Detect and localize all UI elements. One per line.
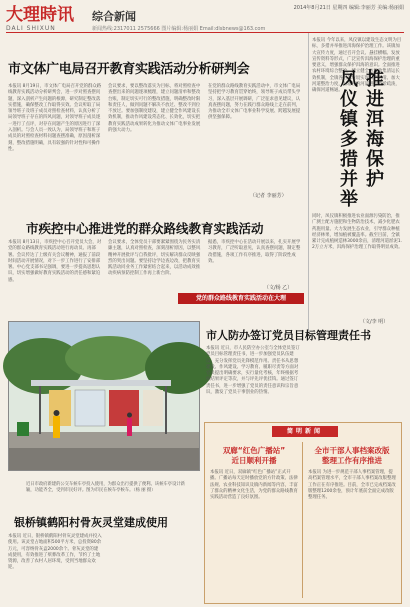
article1-headline: 市文体广电局召开教育实践活动分析研判会 <box>8 62 250 77</box>
article3-headline-part2: 推 进 洱 海 保 护 <box>366 69 384 190</box>
article2-column-3: 据悉，市疾控中心在活动开展以来，扎实开展学习教育，广泛听取意见，认真查摆问题，制定整改措施，各项工作有序推进，取得了阶段性成效。 <box>208 240 301 264</box>
brief-item2-headline: 全市干部人事档案改版 整理工作有序推进 <box>314 446 390 465</box>
logo-subtitle: DALI SHIXUN <box>6 25 56 32</box>
column-divider <box>308 33 309 331</box>
photo-illustration <box>9 322 199 470</box>
brief-item2-body: 本报讯 为进一步规范干部人事档案管理，提高档案管理水平，全市干部人事档案改版整理工作正在有序推进。目前，全市已完成档案改版整理1200余卷，预计年底前全面完成改版整理任务。 <box>308 470 396 501</box>
issue-date: 2014年8月21日 星期四 编辑:李丽芳 美编:杨丽娟 <box>293 5 404 11</box>
article3-headline-part1: 凤 仪 镇 多 措 并 举 <box>340 69 358 210</box>
article1-byline: （记者 李丽芳） <box>250 193 287 199</box>
article2-column-1: 本报讯 8月13日，市疾控中心召开党员大会，对党的群众路线教育实践活动进行再动员、再部署。会议传达了上级有关会议精神，通报了前段时间活动开展情况，对下一步工作进行了安排部署。中心党支部书记强调，要进一步提高思想认识，切实增强做好教育实践活动的责任感和紧迫感。 <box>8 240 102 283</box>
article5-column-1: 本报讯 近日，银桥镇鹤阳村骨灰灵堂建成并投入使用。该灵堂占地面积500平方米，总投资80余万元，可容纳骨灰盒2000余个。骨灰灵堂的建成使用，有效推进了殡葬改革工作，节约了土地资源，改善了农村人居环境，受到当地群众欢迎。 <box>8 534 102 571</box>
article2-byline: （文/杨 乙） <box>264 285 293 291</box>
photo-caption: 近日市政府新建的公交车候车亭投入使用，为群众出行提供了便利。该候车亭设计新颖，功能齐全，受到市民好评。图为市民在候车亭候车。（杨 丽 摄） <box>26 482 185 493</box>
article4-headline: 市人防办签订党员目标管理责任书 <box>206 329 371 342</box>
article3-side-text <box>312 72 334 222</box>
article1-column-1: 本报讯 8月19日，市文体广电局召开党的群众路线教育实践活动分析研判会，进一步对照查摆问题，深入剖析产生问题的根源，研究制定整改落实措施，确保整改工作取得实效。会议听取了局领导班子及班子成员对照检查材料，认真分析了局领导班子存在的四风问题，对领导班子成员逐一进行了点评，对存在问题产生的原因进行了深入剖析。与会人员一致认为，局领导班子和班子成员的对照检查材料问题查摆准确，原因剖析深刻，整改措施明确，具有较强的针对性和可操作性。 <box>8 84 102 152</box>
column-banner: 党的群众路线教育实践活动在大理 <box>178 293 304 304</box>
brief-news-divider <box>302 442 303 598</box>
contact-line: 新闻热线:2317011 2575666 图片编辑:杨丽娟 Email:dlsbnews@163.com <box>92 26 266 32</box>
article5-headline: 银桥镇鹤阳村骨灰灵堂建成使用 <box>14 516 168 529</box>
article5-column-2 <box>106 534 200 604</box>
newspaper-logo: 大理時讯 <box>6 5 74 25</box>
bus-shelter-photo <box>8 321 200 471</box>
section-title: 综合新闻 <box>92 10 136 23</box>
article2-headline: 市疾控中心推进党的群众路线教育实践活动 <box>26 221 264 236</box>
brief-item1-body: 本报讯 近日，双廊镇“红色广播站”正式开播。广播站每天定时播放党的方针政策、法律法规、农业科技知识及镇内新闻等内容，丰富了群众的精神文化生活，为党的群众路线教育实践活动营造了良好氛围。 <box>210 470 298 501</box>
article2-column-2: 会议要求，全体党员干部要紧紧围绕为民务实清廉主题，认真对照检查，深刻剖析原因，以整风精神开展批评与自我批评，切实解决群众反映强烈的突出问题。要坚持边学边查边改，把教育实践活动同业务工作紧密结合起来，以活动成效推动疾病预防控制工作再上新台阶。 <box>108 240 201 277</box>
brief-item1-headline: 双廊“红色广播站” 近日顺利开播 <box>222 446 286 465</box>
article4-column-2 <box>304 346 402 416</box>
article3-body: 同时，凤仪镇积极推进农业面源污染防治，推广测土配方施肥和生物防治技术，减少化肥农药施用量。大力发展生态农业，引导群众种植经济林果，增加植被覆盖率。截至目前，全镇累计完成植树造林3000余亩，清理河道淤泥1.2万立方米，洱海保护治理工作取得明显成效。 <box>312 214 403 251</box>
article4-column-1: 本报讯 近日，市人民防空办公室与全体党员签订党员目标管理责任书，进一步加强党员队伍建设，充分发挥党员先锋模范作用。责任书从思想建设、作风建设、学习教育、履职尽责等方面对党员提出明确要求，实行量化考核，年终根据考核结果评定等次，并与评先评优挂钩。通过签订责任书，进一步增强了党员的责任意识和宗旨意识，激发了党员干事创业的热情。 <box>206 346 300 396</box>
article3-lead: 本报讯 今年以来，凤仪镇以建设生态文明为目标，多措并举推进洱海保护治理工作。该镇加大宣传力度，通过召开会议、悬挂横幅、发放宣传资料等形式，广泛宣传洱海保护治理的重要意义，增强群众保护洱海的意识。全面推进农村环境综合整治，建立健全垃圾收集清运长效机制，全镇各村落垃圾实现日产日清。加大河道整治力度，对辖区内河道进行清淤疏浚，确保河道畅通。 <box>312 38 402 94</box>
brief-news-banner: 简明新闻 <box>272 426 338 437</box>
article3-byline: （文/李 明） <box>360 319 389 325</box>
masthead-rule <box>6 32 404 33</box>
article1-column-2: 会议要求，要以整改落实为目标，将对照检查中查摆出来的问题逐项梳理，建立问题清单和整改台账，制定切实可行的整改措施，明确整改时限和责任人，做到问题不解决不放过、整改不到位不放过。要加强制度建设，建立健全作风建设长效机制，推动作风建设常态化、长效化，切实把教育实践活动成果转化为推动文体广电事业发展的强大动力。 <box>108 84 201 134</box>
article1-column-3: 在党的群众路线教育实践活动中，市文体广电局坚持把学习教育贯穿始终，领导班子成员带头学习，深入基层开展调研，广泛征求意见建议，认真查摆问题，努力在践行群众路线上走在前列，为推动全市文体广电事业科学发展、跨越发展提供坚强保障。 <box>208 84 301 121</box>
